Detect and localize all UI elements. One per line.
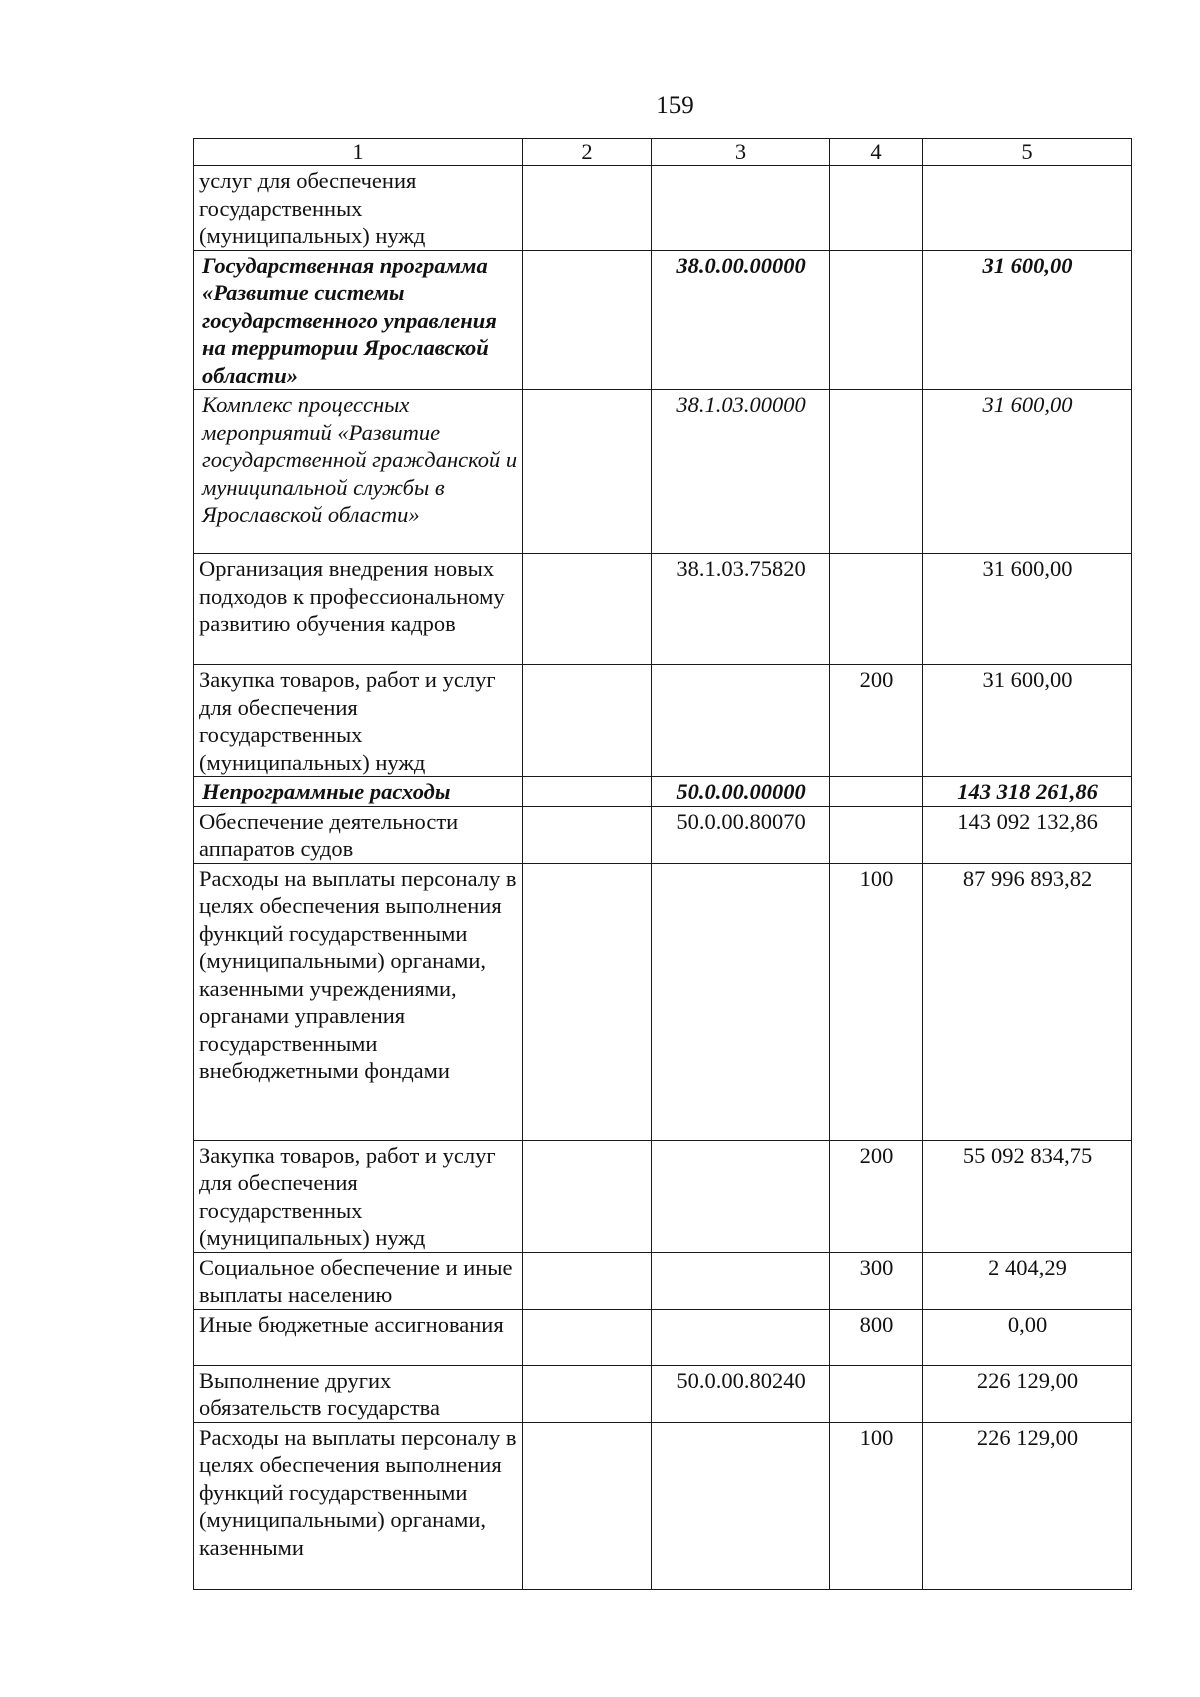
target-code-cell (652, 1140, 830, 1252)
expense-kind-cell: 300 (830, 1252, 923, 1309)
target-code-cell (652, 863, 830, 1140)
expense-kind-cell (830, 166, 923, 251)
expense-name-cell: Социальное обеспечение и иные выплаты населению (194, 1252, 523, 1309)
column-2-cell (523, 1252, 652, 1309)
target-code-cell: 50.0.00.80070 (652, 806, 830, 863)
page-number: 159 (656, 92, 694, 119)
table-row (194, 1252, 1132, 1309)
expense-name-cell: Обеспечение деятельности аппаратов судов (194, 806, 523, 863)
column-2-cell (523, 554, 652, 665)
amount-cell (923, 166, 1132, 251)
table-row (194, 390, 1132, 554)
amount-cell: 31 600,00 (923, 390, 1132, 554)
expense-kind-cell: 100 (830, 1422, 923, 1589)
column-header-1: 1 (194, 139, 523, 166)
expense-kind-cell (830, 554, 923, 665)
amount-cell: 143 092 132,86 (923, 806, 1132, 863)
table-row (194, 1309, 1132, 1365)
table-row (194, 1422, 1132, 1589)
column-2-cell (523, 250, 652, 390)
expense-kind-cell: 100 (830, 863, 923, 1140)
table-row (194, 554, 1132, 665)
target-code-cell (652, 1309, 830, 1365)
target-code-cell (652, 166, 830, 251)
header-row (194, 139, 1132, 166)
target-code-cell (652, 1252, 830, 1309)
table-row (194, 1365, 1132, 1422)
target-code-cell (652, 1422, 830, 1589)
expense-kind-cell (830, 390, 923, 554)
column-header-2: 2 (523, 139, 652, 166)
expense-name-cell: Выполнение других обязательств государства (194, 1365, 523, 1422)
column-header-3: 3 (652, 139, 830, 166)
column-2-cell (523, 1309, 652, 1365)
amount-cell: 31 600,00 (923, 554, 1132, 665)
expense-name-cell: Закупка товаров, работ и услуг для обеспечения государственных (муниципальных) нужд (194, 1140, 523, 1252)
amount-cell: 143 318 261,86 (923, 777, 1132, 807)
amount-cell: 87 996 893,82 (923, 863, 1132, 1140)
expense-kind-cell (830, 806, 923, 863)
column-2-cell (523, 665, 652, 777)
expense-name-cell: Организация внедрения новых подходов к профессиональному развитию обучения кадров (194, 554, 523, 665)
amount-cell: 31 600,00 (923, 250, 1132, 390)
expense-kind-cell: 800 (830, 1309, 923, 1365)
expense-kind-cell: 200 (830, 1140, 923, 1252)
amount-cell: 226 129,00 (923, 1365, 1132, 1422)
expense-name-cell: Непрограммные расходы (194, 777, 523, 807)
column-header-4: 4 (830, 139, 923, 166)
expense-kind-cell (830, 250, 923, 390)
expense-name-cell: Государственная программа «Развитие системы государственного управления на территории Ярославской области» (194, 250, 523, 390)
target-code-cell: 38.1.03.00000 (652, 390, 830, 554)
expense-name-cell: Комплекс процессных мероприятий «Развитие государственной гражданской и муниципальной службы в Ярославской области» (194, 390, 523, 554)
column-2-cell (523, 1140, 652, 1252)
table-row (194, 250, 1132, 390)
expense-name-cell: Закупка товаров, работ и услуг для обеспечения государственных (муниципальных) нужд (194, 665, 523, 777)
expense-kind-cell: 200 (830, 665, 923, 777)
target-code-cell: 38.1.03.75820 (652, 554, 830, 665)
table-row (194, 863, 1132, 1140)
expense-name-cell: Расходы на выплаты персоналу в целях обеспечения выполнения функций государственными (муниципальными) органами, казенными (194, 1422, 523, 1589)
expense-name-cell: услуг для обеспечения государственных (муниципальных) нужд (194, 166, 523, 251)
column-2-cell (523, 806, 652, 863)
column-2-cell (523, 863, 652, 1140)
table-row (194, 777, 1132, 807)
target-code-cell (652, 665, 830, 777)
expense-name-cell: Расходы на выплаты персоналу в целях обеспечения выполнения функций государственными (муниципальными) органами, казенными учреждениями, органами управления государственными внебюджетными фондами (194, 863, 523, 1140)
table-row (194, 166, 1132, 251)
table-header (194, 139, 1132, 166)
column-2-cell (523, 166, 652, 251)
expense-kind-cell (830, 1365, 923, 1422)
column-2-cell (523, 777, 652, 807)
column-2-cell (523, 390, 652, 554)
target-code-cell: 38.0.00.00000 (652, 250, 830, 390)
table-row (194, 665, 1132, 777)
expense-kind-cell (830, 777, 923, 807)
expense-name-cell: Иные бюджетные ассигнования (194, 1309, 523, 1365)
table-body (194, 166, 1132, 1590)
budget-table (193, 138, 1132, 1590)
amount-cell: 31 600,00 (923, 665, 1132, 777)
target-code-cell: 50.0.00.80240 (652, 1365, 830, 1422)
amount-cell: 226 129,00 (923, 1422, 1132, 1589)
table-row (194, 1140, 1132, 1252)
column-2-cell (523, 1422, 652, 1589)
table-row (194, 806, 1132, 863)
amount-cell: 2 404,29 (923, 1252, 1132, 1309)
column-2-cell (523, 1365, 652, 1422)
column-header-5: 5 (923, 139, 1132, 166)
amount-cell: 55 092 834,75 (923, 1140, 1132, 1252)
amount-cell: 0,00 (923, 1309, 1132, 1365)
target-code-cell: 50.0.00.00000 (652, 777, 830, 807)
